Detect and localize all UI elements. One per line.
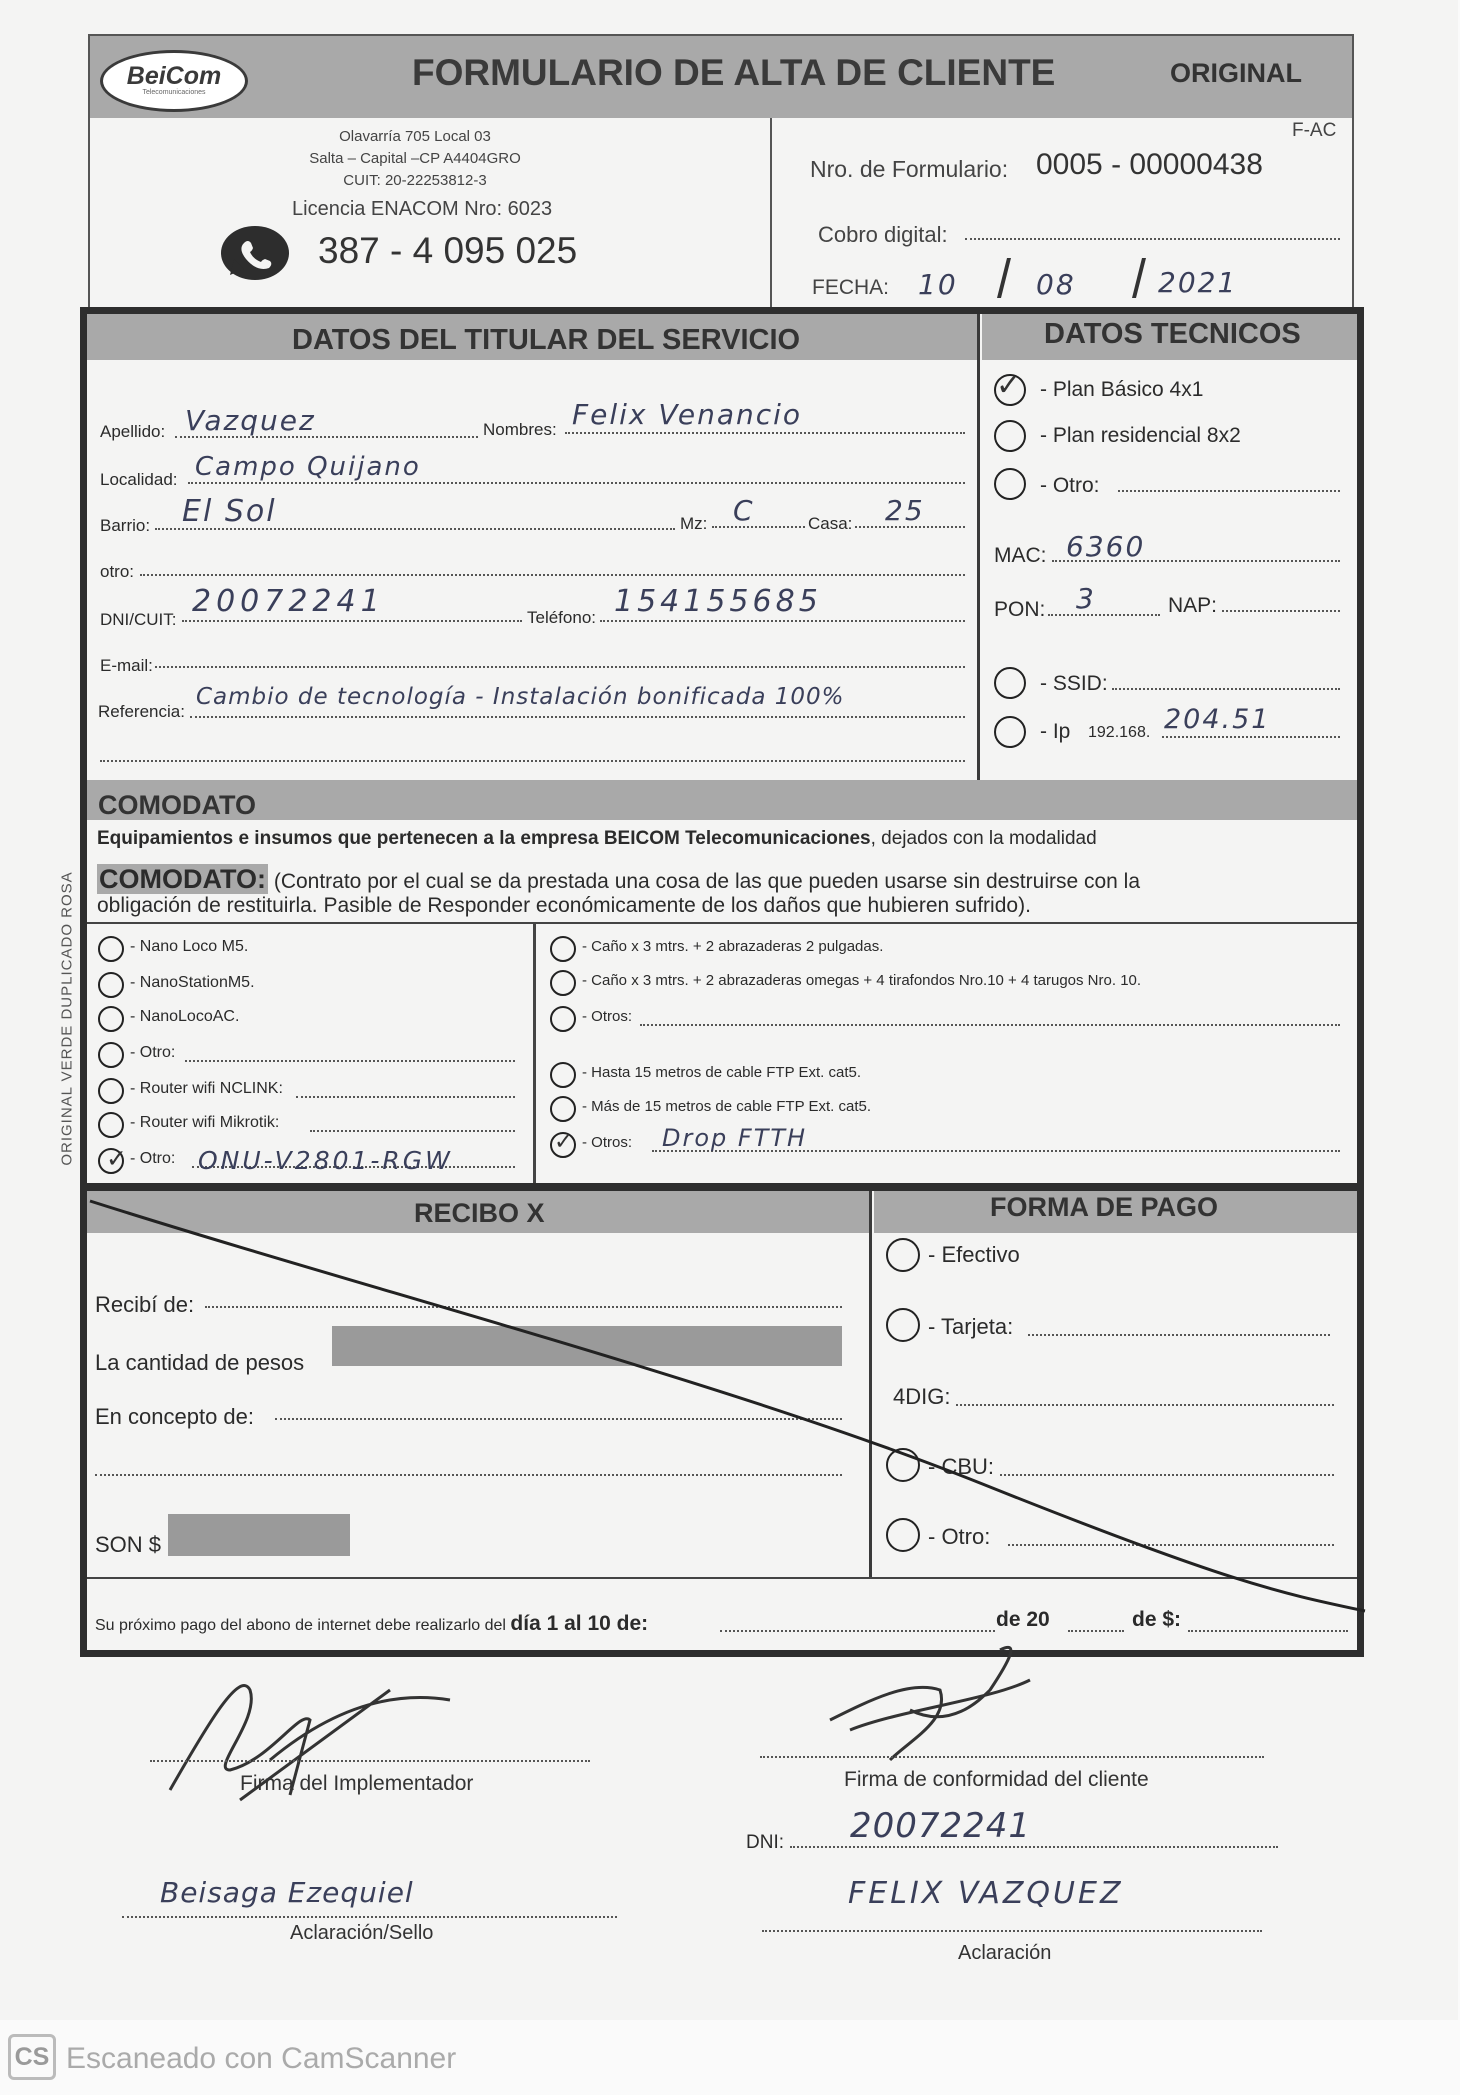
telefono-value: 154155685	[614, 584, 822, 619]
fecha-day: 10	[918, 268, 958, 301]
phone-number: 387 - 4 095 025	[318, 230, 578, 271]
plan-basico-check-icon: ✓	[996, 369, 1022, 402]
cliente-label: Firma de conformidad del cliente	[844, 1768, 1149, 1791]
titular-tecnicos-divider	[977, 314, 980, 780]
comodato-left-radio[interactable]	[98, 1112, 124, 1138]
comodato-list-divider	[533, 924, 536, 1184]
comodato-right-item: - Caño x 3 mtrs. + 2 abrazaderas omegas + 4 tirafondos Nro.10 + 4 tarugos Nro. 10.	[582, 972, 1142, 989]
mz-line	[712, 526, 805, 528]
pago-title: FORMA DE PAGO	[990, 1192, 1218, 1222]
localidad-value: Campo Quijano	[195, 452, 421, 482]
barrio-label: Barrio:	[100, 516, 151, 535]
comodato-right-radio[interactable]	[550, 1006, 576, 1032]
comodato-right-radio[interactable]	[550, 1062, 576, 1088]
aclaracion-right-line	[762, 1930, 1262, 1932]
mz-value: C	[733, 494, 755, 527]
aclaracion-sello-label: Aclaración/Sello	[290, 1922, 434, 1944]
ip-radio[interactable]	[994, 716, 1026, 748]
dni-label: DNI/CUIT:	[100, 610, 177, 629]
titular-title: DATOS DEL TITULAR DEL SERVICIO	[292, 324, 801, 356]
comodato-intro	[97, 828, 1097, 850]
fecha-label: FECHA:	[812, 276, 890, 299]
comodato-left-line	[296, 1096, 515, 1098]
otro-line	[140, 574, 965, 576]
licencia-text: Licencia ENACOM Nro: 6023	[292, 198, 553, 220]
tecnicos-title: DATOS TECNICOS	[1044, 318, 1301, 350]
dni-line	[182, 620, 522, 622]
referencia-line-2	[100, 760, 965, 762]
aclaracion-left-value: Beisaga Ezequiel	[160, 1876, 414, 1909]
mac-value: 6360	[1066, 530, 1146, 563]
tecnicos-otro-line	[1118, 490, 1340, 492]
ip-label: - Ip	[1040, 720, 1071, 743]
apellido-label: Apellido:	[100, 422, 166, 441]
aclaracion-label: Aclaración	[958, 1942, 1052, 1964]
aclaracion-left-line	[122, 1916, 617, 1918]
side-copy-text: ORIGINAL VERDE DUPLICADO ROSA	[58, 871, 76, 1166]
header-divider	[770, 118, 772, 310]
comodato-left-radio[interactable]	[98, 972, 124, 998]
fecha-month: 08	[1036, 268, 1076, 301]
son-label: SON $	[95, 1532, 162, 1557]
comodato-left-radio[interactable]	[98, 1078, 124, 1104]
cobro-digital-line	[965, 238, 1340, 240]
pon-value: 3	[1076, 582, 1096, 615]
comodato-right-radio[interactable]	[550, 936, 576, 962]
implementador-line	[150, 1760, 590, 1762]
de20-line	[1068, 1630, 1124, 1632]
comodato-right-line	[640, 1024, 1340, 1026]
apellido-value: Vazquez	[185, 404, 316, 437]
plan-residencial-label: - Plan residencial 8x2	[1040, 424, 1241, 447]
monto-line	[1188, 1630, 1348, 1632]
comodato-title: COMODATO	[98, 790, 256, 820]
right-otros-check-icon: ✓	[554, 1128, 574, 1154]
mac-label: MAC:	[994, 544, 1047, 567]
comodato-def-bold: COMODATO:	[99, 864, 266, 894]
form-number-label: Nro. de Formulario:	[810, 156, 1009, 182]
comodato-intro-rest: , dejados con la modalidad	[870, 828, 1097, 849]
plan-residencial-radio[interactable]	[994, 420, 1026, 452]
localidad-line	[188, 482, 965, 484]
recibo-title: RECIBO X	[414, 1198, 545, 1228]
pago-otro-label: - Otro:	[928, 1524, 991, 1549]
comodato-left-item: - NanoLocoAC.	[130, 1008, 240, 1025]
dig-label: 4DIG:	[893, 1384, 951, 1409]
mz-label: Mz:	[680, 514, 708, 533]
form-code: F-AC	[1292, 120, 1337, 141]
comodato-def-text: (Contrato por el cual se da prestada una cosa de las que pueden usarse sin destruirse con la	[273, 870, 1141, 893]
ip-value: 204.51	[1164, 704, 1271, 735]
comodato-right-radio[interactable]	[550, 1096, 576, 1122]
firma-dni-value: 20072241	[850, 1806, 1032, 1846]
proximo-pago-de20: de 20	[996, 1608, 1050, 1631]
right-otros-value: Drop FTTH	[662, 1124, 808, 1152]
comodato-list-top-rule	[87, 922, 1357, 924]
comodato-left-radio[interactable]	[98, 1042, 124, 1068]
logo: BeiCom Telecomunicaciones	[100, 50, 248, 112]
efectivo-label: - Efectivo	[928, 1242, 1020, 1267]
pon-label: PON:	[994, 598, 1046, 621]
comodato-left-item: - Router wifi Mikrotik:	[130, 1114, 280, 1131]
form-title: FORMULARIO DE ALTA DE CLIENTE	[412, 52, 1056, 93]
comodato-definition	[97, 864, 1140, 895]
comodato-right-item: - Caño x 3 mtrs. + 2 abrazaderas 2 pulgadas.	[582, 938, 884, 955]
camscanner-text: Escaneado con CamScanner	[66, 2042, 457, 2075]
comodato-left-item: - Otro:	[130, 1150, 176, 1167]
cbu-label: - CBU:	[928, 1454, 994, 1479]
ssid-label: - SSID:	[1040, 672, 1108, 695]
comodato-definition-2: obligación de restituirla. Pasible de Responder económicamente de los daños que hubieren sufrido).	[97, 894, 1031, 917]
pon-line	[1048, 614, 1160, 616]
fecha-year: 2021	[1158, 266, 1238, 299]
cliente-line	[760, 1756, 1264, 1758]
telefono-line	[600, 620, 965, 622]
comodato-right-item: - Otros:	[582, 1008, 633, 1025]
firma-dni-line	[790, 1846, 1278, 1848]
comodato-left-radio[interactable]	[98, 936, 124, 962]
left-otro-check-icon: ✓	[106, 1145, 127, 1173]
proximo-pago-lead: Su próximo pago del abono de internet debe realizarlo del	[95, 1617, 506, 1634]
firma-dni-label: DNI:	[746, 1832, 784, 1853]
nombres-label: Nombres:	[483, 420, 557, 439]
ssid-line	[1112, 688, 1340, 690]
comodato-left-radio[interactable]	[98, 1006, 124, 1032]
proximo-pago-bold: día 1 al 10 de:	[510, 1612, 649, 1635]
ssid-radio[interactable]	[994, 667, 1026, 699]
comodato-left-item: - Router wifi NCLINK:	[130, 1080, 283, 1097]
comodato-intro-bold: Equipamientos e insumos que pertenecen a la empresa BEICOM Telecomunicaciones	[97, 828, 871, 849]
comodato-right-item: - Otros:	[582, 1134, 633, 1151]
referencia-label: Referencia:	[98, 702, 185, 721]
comodato-left-item: - NanoStationM5.	[130, 974, 255, 991]
ip-prefix: 192.168.	[1088, 724, 1151, 741]
cobro-digital-label: Cobro digital:	[818, 222, 948, 247]
nap-label: NAP:	[1168, 594, 1218, 617]
proximo-pago-monto: de $:	[1132, 1608, 1182, 1631]
comodato-left-item: - Nano Loco M5.	[130, 938, 249, 955]
nombres-line	[565, 432, 965, 434]
comodato-right-item: - Hasta 15 metros de cable FTP Ext. cat5.	[582, 1064, 862, 1081]
implementador-label: Firma del Implementador	[240, 1772, 474, 1795]
referencia-value: Cambio de tecnología - Instalación bonificada 100%	[196, 684, 845, 710]
tecnicos-otro-radio[interactable]	[994, 468, 1026, 500]
nombres-value: Felix Venancio	[572, 398, 803, 431]
left-otro-value: ONU-V2801-RGW	[198, 1146, 453, 1175]
aclaracion-right-value: FELIX VAZQUEZ	[848, 1876, 1124, 1911]
whatsapp-icon	[218, 223, 292, 287]
comodato-right-item: - Más de 15 metros de cable FTP Ext. cat5.	[582, 1098, 872, 1115]
camscanner-logo-icon: CS	[8, 2034, 56, 2080]
localidad-label: Localidad:	[100, 470, 178, 489]
cancellation-stroke	[80, 1183, 1370, 1623]
company-address: Olavarría 705 Local 03 Salta – Capital –CP A4404GRO CUIT: 20-22253812-3	[309, 128, 521, 189]
referencia-line	[190, 716, 965, 718]
comodato-right-radio[interactable]	[550, 970, 576, 996]
tarjeta-label: - Tarjeta:	[928, 1314, 1014, 1339]
casa-value: 25	[885, 494, 925, 527]
email-line	[155, 666, 965, 668]
comodato-band	[87, 780, 1357, 820]
concepto-label: En concepto de:	[95, 1404, 255, 1429]
ip-line	[1162, 736, 1340, 738]
nap-line	[1222, 610, 1340, 612]
barrio-value: El Sol	[182, 494, 277, 529]
recibi-label: Recibí de:	[95, 1292, 195, 1317]
form-number: 0005 - 00000438	[1036, 148, 1263, 181]
dni-value: 20072241	[192, 584, 385, 619]
plan-basico-label: - Plan Básico 4x1	[1040, 378, 1204, 401]
comodato-left-line	[310, 1130, 515, 1132]
telefono-label: Teléfono:	[527, 608, 596, 627]
cantidad-label: La cantidad de pesos	[95, 1350, 305, 1375]
comodato-left-item: - Otro:	[130, 1044, 176, 1061]
copy-label: ORIGINAL	[1170, 58, 1302, 88]
tecnicos-otro-label: - Otro:	[1040, 474, 1100, 497]
casa-label: Casa:	[808, 514, 853, 533]
email-label: E-mail:	[100, 656, 153, 675]
comodato-left-line	[185, 1060, 515, 1062]
otro-label: otro:	[100, 562, 135, 581]
